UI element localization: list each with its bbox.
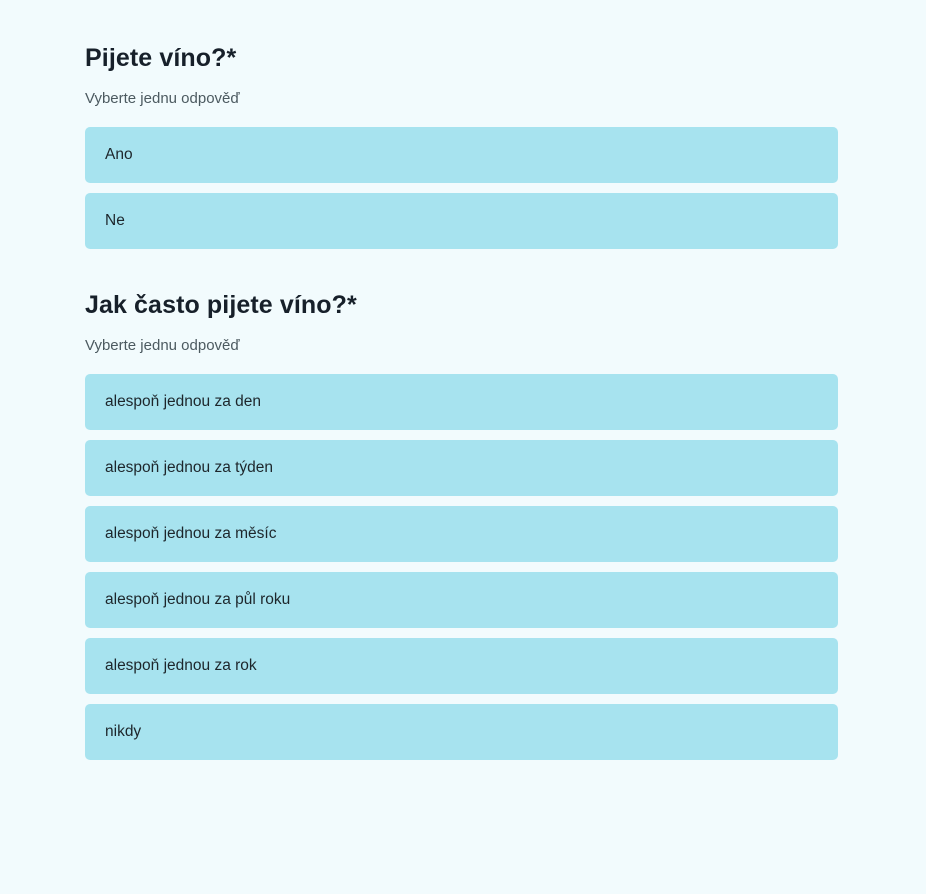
question-hint-frequency: Vyberte jednu odpověď	[85, 337, 240, 354]
page-title: Pijete víno?*	[85, 44, 237, 72]
question-title-frequency: Jak často pijete víno?*	[85, 291, 357, 319]
option-ne[interactable]: Ne	[85, 193, 838, 249]
option-once-per-year[interactable]: alespoň jednou za rok	[85, 638, 838, 694]
question-block-frequency	[85, 291, 838, 760]
question-hint: Vyberte jednu odpověď	[85, 90, 240, 107]
option-once-per-day[interactable]: alespoň jednou za den	[85, 374, 838, 430]
option-once-per-month[interactable]: alespoň jednou za měsíc	[85, 506, 838, 562]
option-never[interactable]: nikdy	[85, 704, 838, 760]
option-list-drinks-wine	[85, 127, 838, 249]
option-once-per-week[interactable]: alespoň jednou za týden	[85, 440, 838, 496]
option-ano[interactable]: Ano	[85, 127, 838, 183]
question-block-drinks-wine	[85, 44, 838, 249]
option-once-per-half-year[interactable]: alespoň jednou za půl roku	[85, 572, 838, 628]
option-list-frequency	[85, 374, 838, 760]
